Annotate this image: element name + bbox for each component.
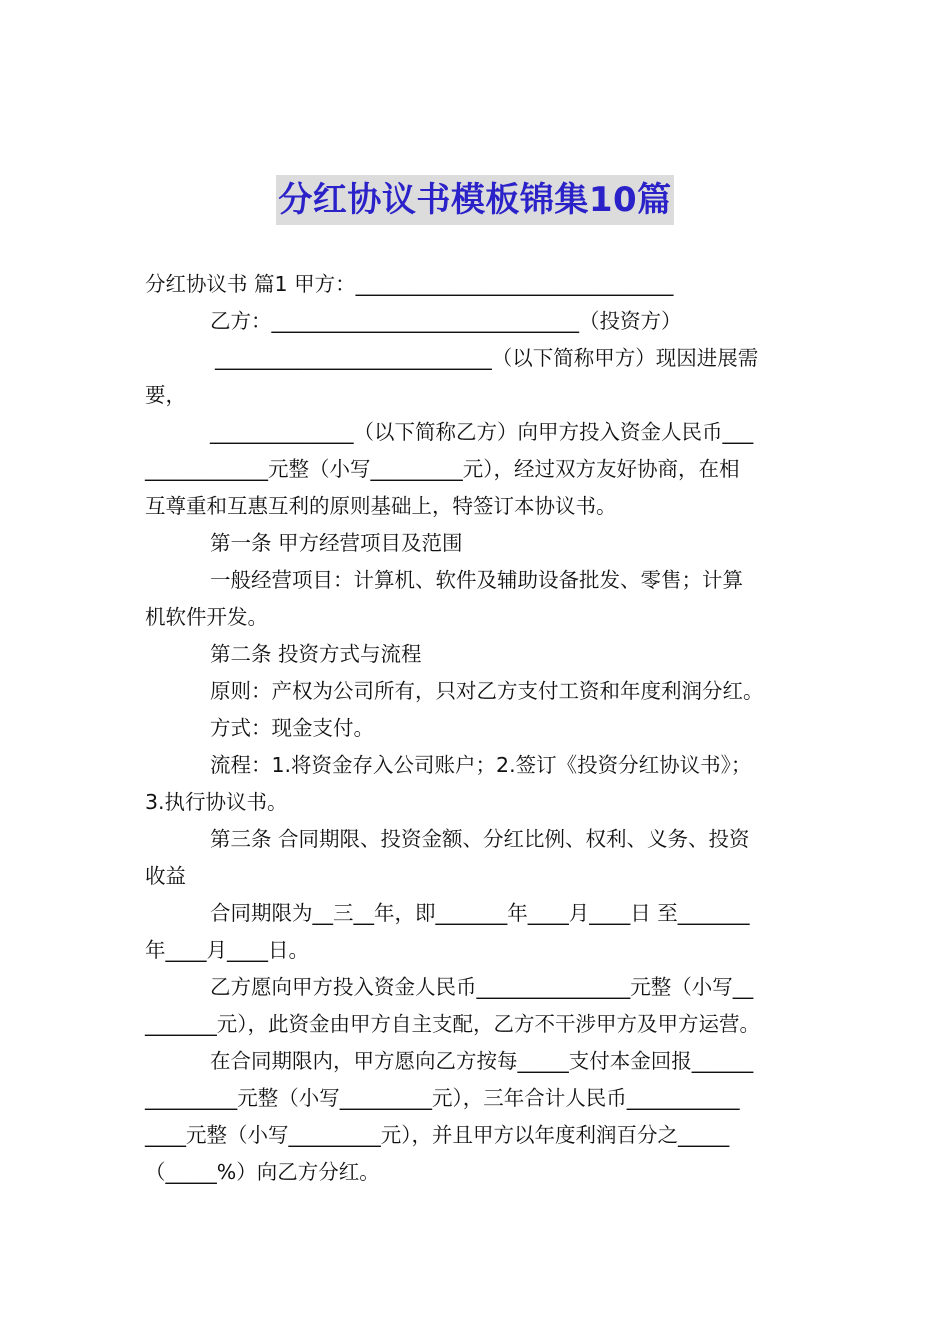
paragraph-line: 年____月____日。 [145, 938, 309, 962]
paragraph-line: 机软件开发。 [145, 605, 268, 629]
paragraph-line: ______________（以下简称乙方）向甲方投入资金人民币___ [210, 420, 754, 444]
paragraph-line: 第二条 投资方式与流程 [210, 642, 422, 666]
paragraph-line: 3.执行协议书。 [145, 790, 288, 814]
paragraph-line: ____________元整（小写_________元），经过双方友好协商，在相 [145, 457, 740, 481]
paragraph-line: 合同期限为__三__年，即_______年____月____日 至_______ [210, 901, 750, 925]
document-title [0, 175, 950, 225]
paragraph-line: （_____%）向乙方分红。 [145, 1160, 380, 1184]
paragraph-line: 原则：产权为公司所有，只对乙方支付工资和年度利润分红。 [210, 679, 764, 703]
paragraph-line: 要， [145, 383, 186, 407]
paragraph-line: 分红协议书 篇1 甲方：_______________________________ [145, 272, 674, 296]
paragraph-line: 乙方：______________________________（投资方） [210, 309, 682, 333]
paragraph-line: 一般经营项目：计算机、软件及辅助设备批发、零售；计算 [210, 568, 743, 592]
paragraph-line: 第一条 甲方经营项目及范围 [210, 531, 463, 555]
paragraph-line: 方式：现金支付。 [210, 716, 374, 740]
document-body [145, 266, 807, 1191]
paragraph-line: 互尊重和互惠互利的原则基础上，特签订本协议书。 [145, 494, 617, 518]
title-text: 分红协议书模板锦集10篇 [276, 175, 673, 225]
paragraph-line: 第三条 合同期限、投资金额、分红比例、权利、义务、投资 [210, 827, 750, 851]
paragraph-line: ___________________________（以下简称甲方）现因进展需 [215, 346, 759, 370]
paragraph-line: _________元整（小写_________元），三年合计人民币___________ [145, 1086, 740, 1110]
paragraph-line: ____元整（小写_________元），并且甲方以年度利润百分之_____ [145, 1123, 730, 1147]
paragraph-line: 流程：1.将资金存入公司账户；2.签订《投资分红协议书》； [210, 753, 752, 777]
paragraph-line: 在合同期限内，甲方愿向乙方按每_____支付本金回报______ [210, 1049, 754, 1073]
paragraph-line: 收益 [145, 864, 186, 888]
paragraph-line: _______元），此资金由甲方自主支配，乙方不干涉甲方及甲方运营。 [145, 1012, 760, 1036]
paragraph-line: 乙方愿向甲方投入资金人民币_______________元整（小写__ [210, 975, 754, 999]
